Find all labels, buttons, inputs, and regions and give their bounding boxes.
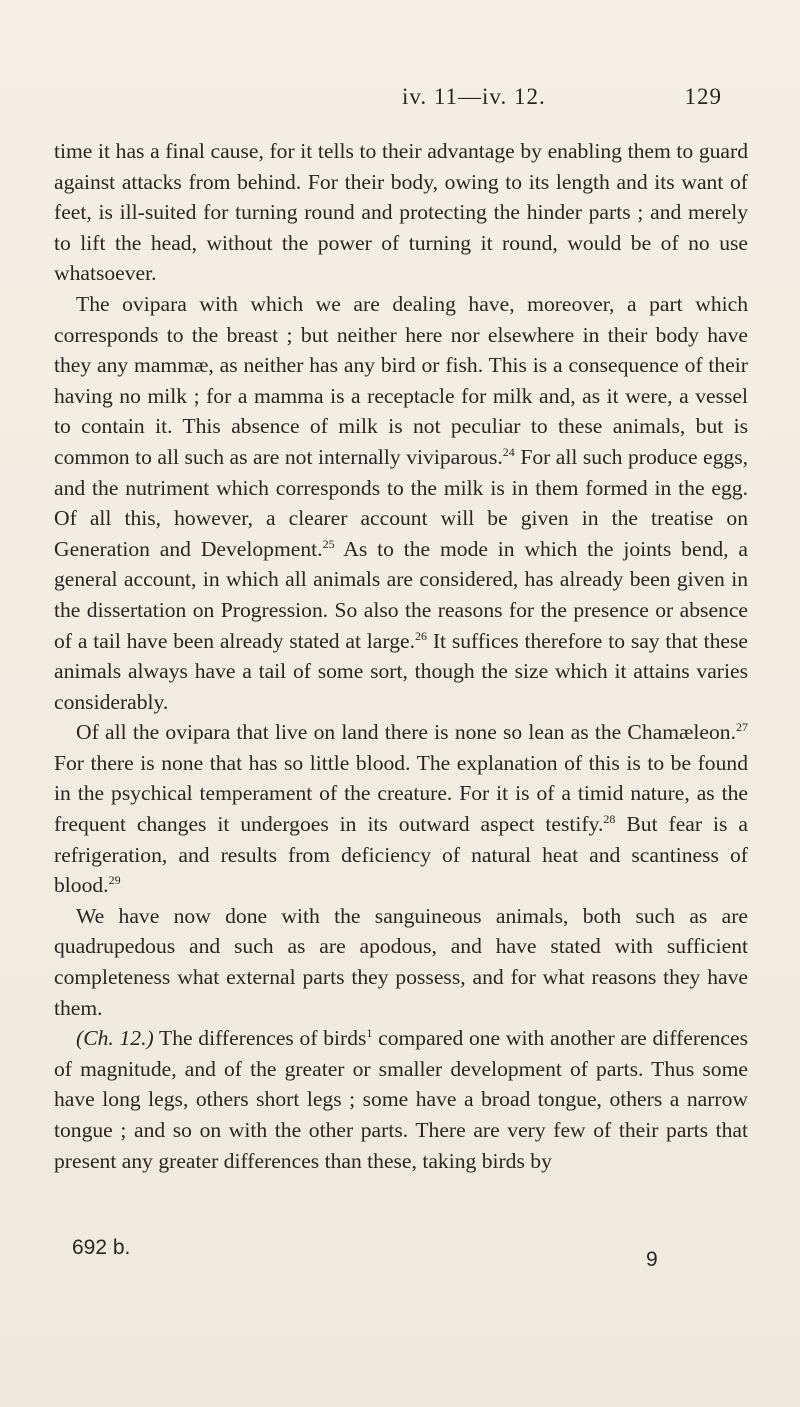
paragraph-5-text: The differences of birds	[159, 1026, 367, 1051]
body-text	[54, 136, 748, 1176]
paragraph-5	[54, 1023, 748, 1176]
paragraph-4-text: We have now done with the sanguineous animals, both such as are quadrupedous and such as are apodous, and have stated with sufficient completeness what external parts they possess, and for what reasons they have them.	[54, 903, 748, 1020]
paragraph-1-text: time it has a final cause, for it tells to their advantage by enabling them to guard against attacks from behind. For their body, owing to its length and its want of feet, is ill-suited for turning round and protecting the hinder parts ; and merely to lift the head, without the power of turning it round, would be of no use whatsoever.	[54, 139, 748, 286]
paragraph-2-joints: As to the mode in which the joints bend, a general account, in which all animals are considered, has already been given in the dissertation on Progression. So also the reasons for the presence or absence of a tail have been already stated at large.	[54, 536, 748, 653]
paragraph-4	[54, 901, 748, 1023]
paragraph-2	[54, 289, 748, 717]
footnote-marker-24: 24	[502, 444, 515, 459]
section-reference: iv. 11—iv. 12.	[402, 84, 546, 109]
footnote-marker-27: 27	[736, 720, 748, 735]
chapter-reference: (Ch. 12.)	[76, 1026, 154, 1051]
paragraph-3	[54, 717, 748, 901]
page-number: 129	[684, 84, 722, 109]
footnote-marker-29: 29	[108, 873, 121, 888]
footnote-marker-25: 25	[322, 536, 335, 551]
signature-mark: 9	[646, 1248, 658, 1271]
paragraph-3-text: Of all the ovipara that live on land there is none so lean as the Chamæleon.	[76, 720, 736, 745]
paragraph-2-text: The ovipara with which we are dealing have, moreover, a part which corresponds to the breast ; but neither here nor elsewhere in their body have they any mammæ, as neither has any bird or fish. This is a consequence of their having no milk ; for a mamma is a receptacle for milk and, as it were, a vessel to contain it. This absence of milk is not peculiar to these animals, but is common to all such as are not internally viviparous.	[54, 291, 748, 469]
footnote-marker-1: 1	[366, 1026, 373, 1041]
marginal-reference: 692 b.	[72, 1236, 131, 1259]
paragraph-3-continued: For there is none that has so little blood. The explanation of this is to be found in the psychical temperament of the creature. For it is of a timid nature, as the frequent changes it undergoes in its outward aspect testify.	[54, 750, 748, 837]
paragraph-2-tail: It suffices therefore to say that these animals always have a tail of some sort, though the size which it attains varies considerably.	[54, 628, 749, 714]
paragraph-1	[54, 136, 748, 289]
paragraph-5-continued: compared one with another are differences of magnitude, and of the greater or smaller development of parts. Thus some have long legs, others short legs ; some have a broad tongue, others a narrow tongue ; and so on with the other parts. There are very few of their parts that present any greater differences than these, taking birds by	[54, 1026, 748, 1173]
paragraph-2-continued: For all such produce eggs, and the nutriment which corresponds to the milk is in them formed in the egg. Of all this, however, a clearer account will be given in the treatise on Generation and Development.	[54, 444, 749, 561]
footnote-marker-28: 28	[603, 811, 616, 826]
paragraph-3-fear: But fear is a refrigeration, and results from deficiency of natural heat and scantiness of blood.	[54, 812, 748, 898]
running-head	[0, 84, 800, 118]
footnote-marker-26: 26	[414, 628, 427, 643]
